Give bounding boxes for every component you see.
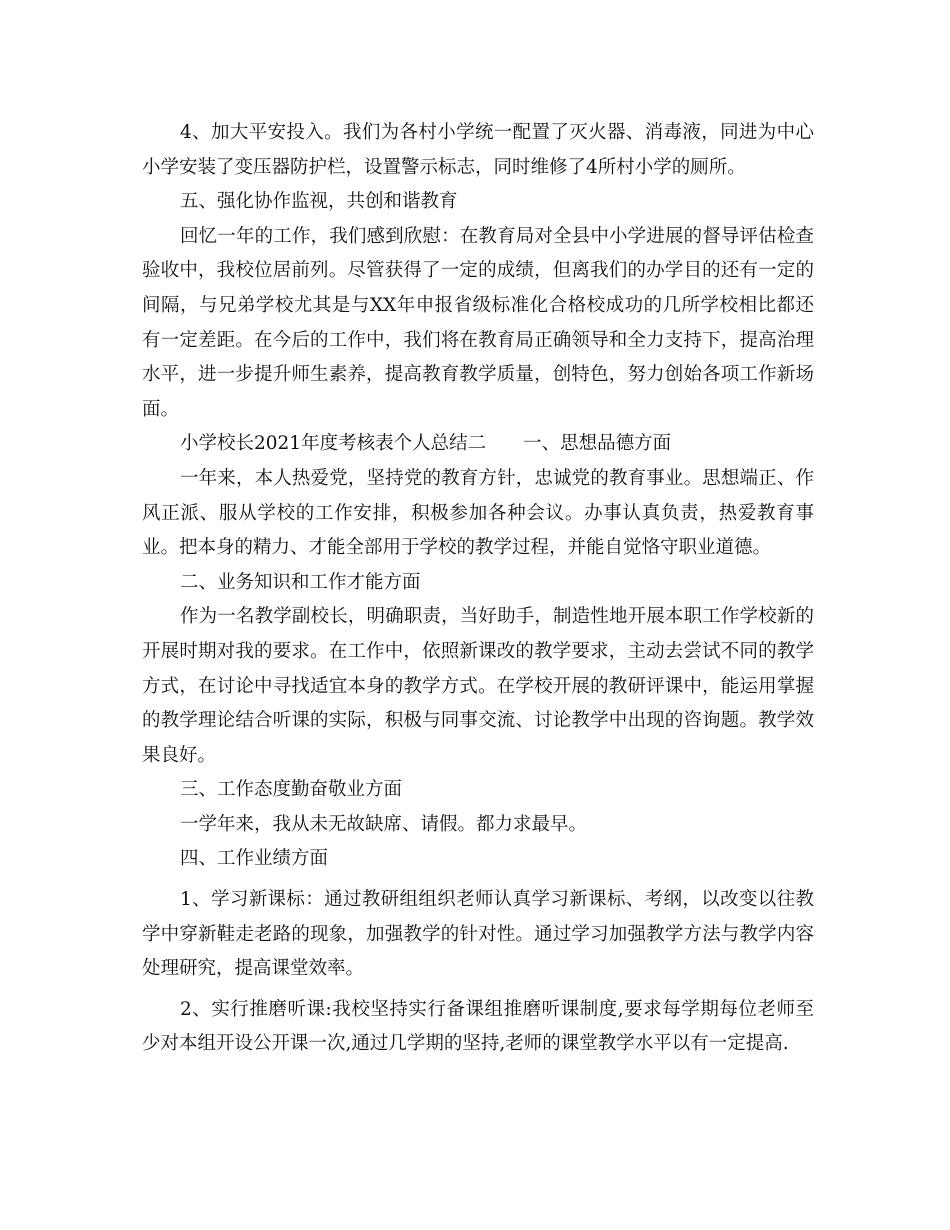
- section-heading-five: 五、强化协作监视，共创和谐教育: [180, 191, 458, 213]
- paragraph-review: 回忆一年的工作，我们感到欣慰：在教育局对全县中小学进展的督导评估检查验收中，我校位居前列。尽管获得了一定的成绩，但离我们的办学目的还有一定的间隔，与兄弟学校尤其是与XX年申报省级标准化合格校成功的几所学校相比都还有一定差距。在今后的工作中，我们将在教育局正确领导和全力支持下，提高治理水平，进一步提升师生素养，提高教育教学质量，创特色，努力创始各项工作新场面。: [142, 225, 814, 420]
- summary-two-title: 小学校长2021年度考核表个人总结二 一、思想品德方面: [180, 433, 672, 455]
- paragraph-vice-principal: 作为一名教学副校长，明确职责，当好助手，制造性地开展本职工作学校新的开展时期对我的要求。在工作中，依照新课改的教学要求，主动去尝试不同的教学方式，在讨论中寻找适宜本身的教学方式。在学校开展的教研评课中，能运用掌握的教学理论结合听课的实际，积极与同事交流、讨论教学中出现的咨询题。教学效果良好。: [142, 606, 814, 766]
- section-heading-attitude: 三、工作态度勤奋敬业方面: [180, 779, 403, 801]
- paragraph-moral: 一年来，本人热爱党，坚持党的教育方针，忠诚党的教育事业。思想端正、作风正派、服从学校的工作安排，积极参加各种会议。办事认真负责，热爱教育事业。把本身的精力、才能全部用于学校的教学过程，并能自觉恪守职业道德。: [142, 467, 814, 559]
- paragraph-new-curriculum: 1、学习新课标：通过教研组组织老师认真学习新课标、考纲，以改变以往教学中穿新鞋走老路的现象，加强教学的针对性。通过学习加强教学方法与教学内容处理研究，提高课堂效率。: [142, 889, 814, 980]
- paragraph-safety-investment: 4、加大平安投入。我们为各村小学统一配置了灭火器、消毒液，同进为中心小学安装了变压器防护栏，设置警示标志，同时维修了4所村小学的厕所。: [142, 122, 814, 178]
- section-heading-achievements: 四、工作业绩方面: [180, 848, 329, 870]
- paragraph-lesson-observation: 2、实行推磨听课:我校坚持实行备课组推磨听课制度,要求每学期每位老师至少对本组开设公开课一次,通过几学期的坚持,老师的课堂教学水平以有一定提高.: [142, 998, 814, 1055]
- section-heading-business: 二、业务知识和工作才能方面: [180, 571, 421, 593]
- document-body: [142, 116, 814, 1062]
- paragraph-attendance: 一学年来，我从未无故缺席、请假。都力求最早。: [180, 813, 588, 835]
